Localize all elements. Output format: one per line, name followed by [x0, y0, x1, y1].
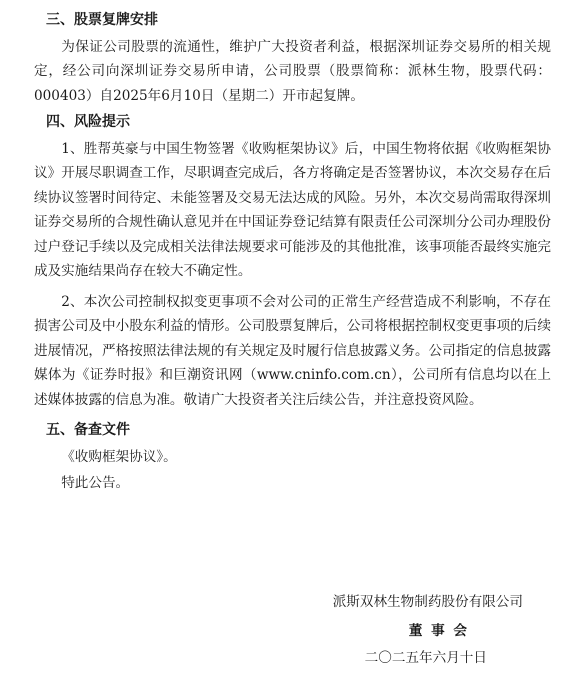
section-4-heading: 四、风险提示: [46, 114, 130, 130]
section-3-paragraph: 为保证公司股票的流通性，维护广大投资者利益，根据深圳证券交易所的相关规定，经公司向深圳证券交易所申请，公司股票（股票简称：派林生物，股票代码：000403）自2025年6月10日（星期二）开市起复牌。: [34, 38, 551, 104]
section-5-heading: 五、备查文件: [46, 422, 130, 438]
section-4-paragraph-2: 2、本次公司控制权拟变更事项不会对公司的正常生产经营造成不利影响，不存在损害公司及中小股东利益的情形。公司股票复牌后，公司将根据控制权变更事项的后续进展情况，严格按照法律法规的有关规定及时履行信息披露义务。公司指定的信息披露媒体为《证券时报》和巨潮资讯网（www.cninfo.com.cn），公司所有信息均以在上述媒体披露的信息为准。敬请广大投资者关注后续公告，并注意投资风险。: [34, 293, 551, 408]
signature-company: 派斯双林生物制药股份有限公司: [332, 594, 523, 610]
section-3-heading: 三、股票复牌安排: [46, 12, 158, 28]
signature-board: 董 事 会: [408, 623, 469, 639]
reference-document-item: 《收购框架协议》。: [61, 448, 177, 465]
section-4-paragraph-1: 1、胜帮英豪与中国生物签署《收购框架协议》后，中国生物将依据《收购框架协议》开展尽职调查工作，尽职调查完成后，各方将确定是否签署协议，本次交易存在后续协议签署时间待定、未能签署及交易无法达成的风险。另外，本次交易尚需取得深圳证券交易所的合规性确认意见并在中国证券登记结算有限责任公司深圳分公司办理股份过户登记手续以及完成相关法律法规要求可能涉及的其他批准，该事项能否最终实施完成及实施结果尚存在较大不确定性。: [34, 140, 551, 279]
closing-statement: 特此公告。: [61, 475, 130, 491]
signature-date: 二〇二五年六月十日: [364, 650, 487, 666]
